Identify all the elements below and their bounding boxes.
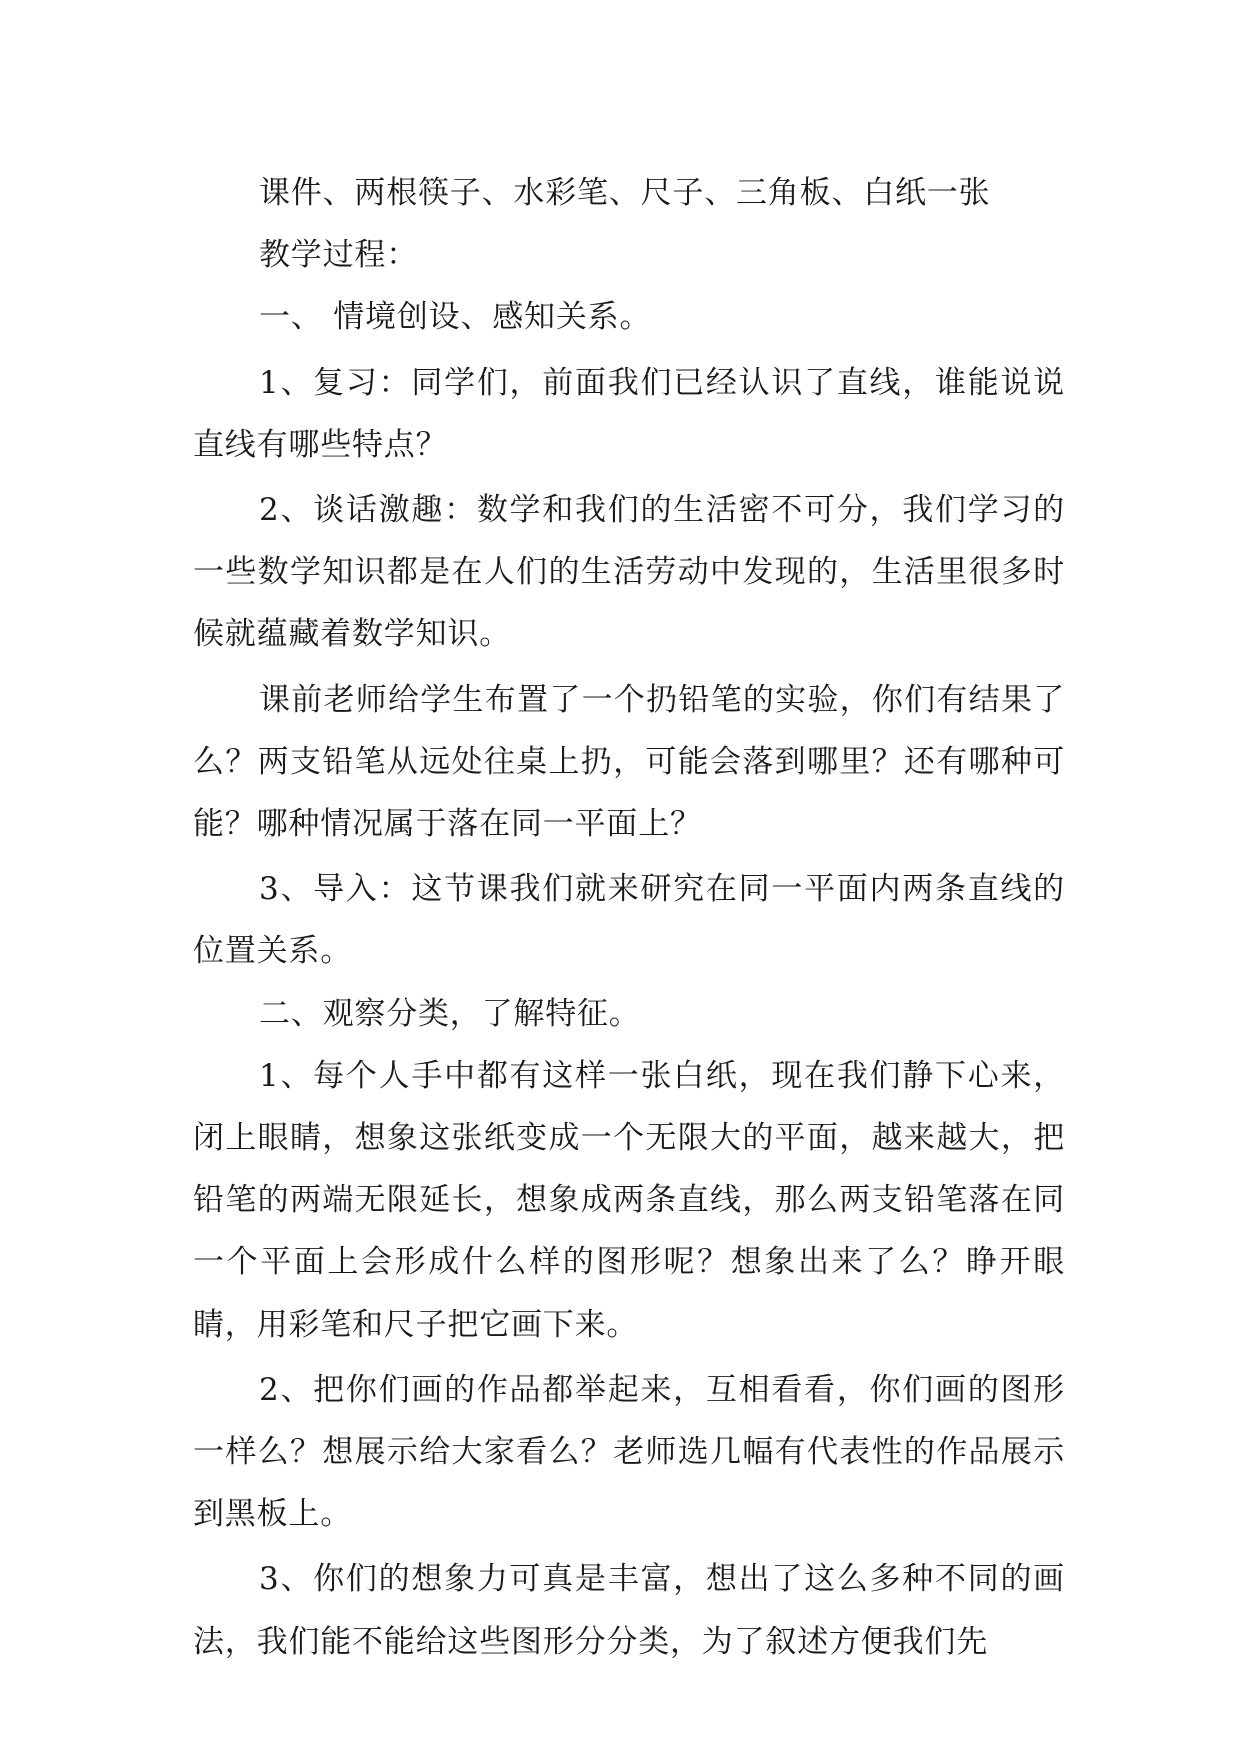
paragraph-show: 2、把你们画的作品都举起来，互相看看，你们画的图形一样么？想展示给大家看么？老师选几幅有代表性的作品展示到黑板上。 xyxy=(193,1371,1065,1533)
paragraph-process-heading: 教学过程： xyxy=(259,237,418,274)
paragraph-imagine: 1、每个人手中都有这样一张白纸，现在我们静下心来，闭上眼睛，想象这张纸变成一个无限大的平面，越来越大，把铅笔的两端无限延长，想象成两条直线，那么两支铅笔落在同一个平面上会形成什么样的图形呢？想象出来了么？睁开眼睛，用彩笔和尺子把它画下来。 xyxy=(193,1057,1065,1343)
paragraph-experiment: 课前老师给学生布置了一个扔铅笔的实验，你们有结果了么？两支铅笔从远处往桌上扔，可能会落到哪里？还有哪种可能？哪种情况属于落在同一平面上？ xyxy=(193,681,1065,843)
paragraph-intro: 3、导入：这节课我们就来研究在同一平面内两条直线的位置关系。 xyxy=(193,871,1065,970)
section-heading-1: 一、 情境创设、感知关系。 xyxy=(259,299,652,336)
paragraph-talk: 2、谈话激趣：数学和我们的生活密不可分，我们学习的一些数学知识都是在人们的生活劳动中发现的，生活里很多时候就蕴藏着数学知识。 xyxy=(193,492,1065,653)
document-body xyxy=(193,162,1065,1673)
paragraph-materials: 课件、两根筷子、水彩笔、尺子、三角板、白纸一张 xyxy=(259,175,991,211)
section-heading-2: 二、观察分类，了解特征。 xyxy=(259,995,641,1032)
paragraph-review: 1、复习：同学们，前面我们已经认识了直线，谁能说说直线有哪些特点？ xyxy=(193,364,1065,463)
paragraph-classify: 3、你们的想象力可真是丰富，想出了这么多种不同的画法，我们能不能给这些图形分分类，为了叙述方便我们先 xyxy=(193,1561,1065,1660)
